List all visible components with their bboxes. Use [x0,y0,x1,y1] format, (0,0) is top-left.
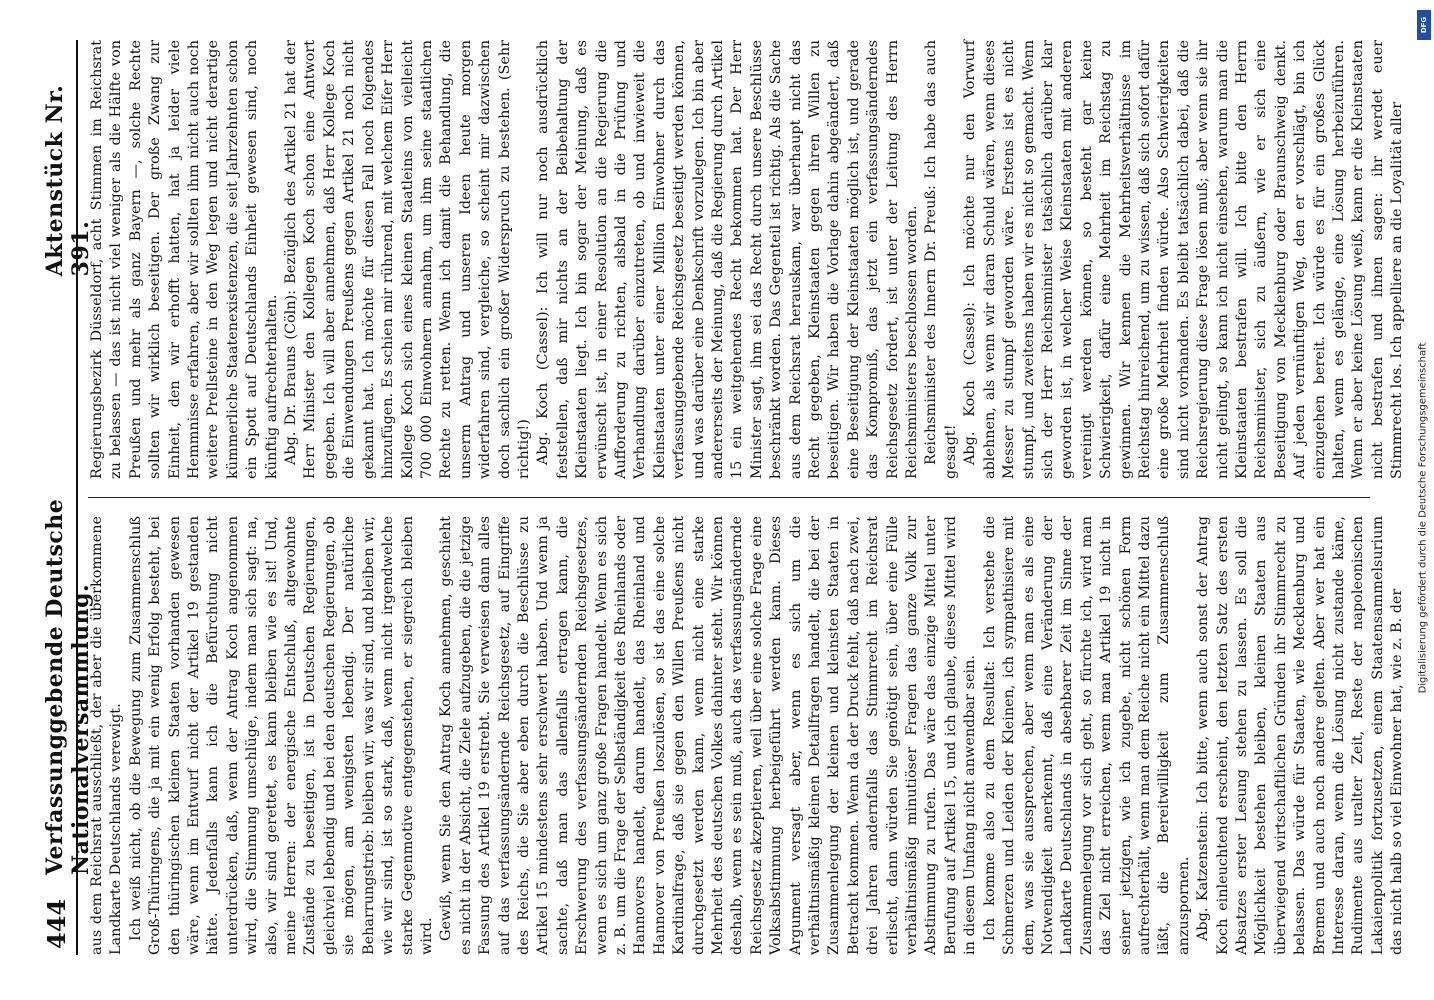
paragraph: Gewiß, wenn Sie den Antrag Koch annehmen, geschieht es nicht in der Absicht, die Ziele aufzugeben, die die jetzige Fassung des Artikel 19 erstrebt. Sie verweisen dann alles auf das verfassungsändernde Reichsgesetz, auf Eingriffe des Reichs, die Sie aber eben durch die Beschlüsse zu Artikel 15 mindestens sehr erschwert haben. Und wenn ja sachte, daß man das allenfalls ertragen kann, die Erschwerung des verfassungsändernden Reichsgesetzes, wenn es sich um ganz große Fragen handelt. Wenn es sich z. B. um die Frage der Selbständigkeit des Rheinlands oder Hannovers handelt, darum handelt, das Rheinland und Hannover von Preußen loszulösen, so ist das eine solche Kardinalfrage, daß sie gegen den Willen Preußens nicht durchgesetzt werden kann, wenn nicht eine starke Mehrheit des deutschen Volkes dahinter steht. Wir können deshalb, wenn es sein muß, auch das verfassungsändernde Reichsgesetz akzeptieren, weil über eine solche Frage eine Volksabstimmung herbeigeführt werden kann. Dieses Argument versagt aber, wenn es sich um die verhältnismäßig kleinen Detailfragen handelt, die bei der Zusammenlegung der kleinen und kleinsten Staaten in Betracht kommen. Wenn da der Druck fehlt, daß nach zwei, drei Jahren andernfalls das Stimmrecht im Reichsrat erlischt, dann würden Sie genötigt sein, über eine Fülle verhältnismäßig minutiöser Fragen das ganze Volk zur Abstimmung zu rufen. Das wäre das einzige Mittel unter Berufung auf Artikel 15, und ich glaube, dieses Mittel wird in diesem Umfang nicht anwendbar sein. [438,516,979,955]
column-divider [88,497,1370,498]
dfg-logo-text: DFG [1420,16,1428,34]
paragraph: Reichsminister des Innern Dr. Preuß: Ich habe das auch gesagt! [923,40,959,479]
paragraph: Ich komme also zu dem Resultat: Ich verstehe die Schmerzen und Leiden der Kleinen, ich sympathisiere mit dem, was sie aussprechen, aber wenn man es als eine Notwendigkeit anerkennt, daß eine Veränderung der Landkarte Deutschlands in absehbarer Zeit im Sinne der Zusammenlegung vor sich geht, so fürchte ich, wird man das Ziel nicht erreichen, wenn man Artikel 19 nicht in seiner jetzigen, wie ich zugebe, nicht schönen Form aufrechterhält, wenn man dem Reiche nicht ein Mittel dazu läßt, die Bereitwilligkeit zum Zusammenschluß anzuspornen. [981,516,1192,955]
running-title [42,50,94,875]
paragraph: Ich weiß nicht, ob die Bewegung zum Zusammenschluß Groß-Thüringens, die ja mit ein wenig Erfolg besteht, bei den thüringischen kleinen Staaten vorhanden gewesen wäre, wenn im Entwurf nicht der Artikel 19 gestanden hätte. Jedenfalls kann ich die Befürchtung nicht unterdrücken, daß, wenn der Antrag Koch angenommen wird, die Stimmung umschlüge, indem man sich sagt: na, also, wir sind gerettet, es kann bleiben wie es ist! Und, meine Herren: der energische Entschluß, altgewohnte Zustände zu beseitigen, ist in Deutschen Regierungen, gleichviel lebendig und bei den deutschen Regierungen, ob sie mögen, am wenigsten lebendig. Der natürliche Beharrungstrieb: bleiben wir, was wir sind, und bleiben wir, wie wir sind, ist so stark, daß, wenn nicht irgendwelche starke Gegenmotive entgegenstehen, er siegreich bleiben wird. [127,516,435,955]
dfg-logo [1417,10,1431,40]
paragraph: aus dem Reichsrat ausschließt, der aber die überkommene Landkarte Deutschlands verewigt. [89,516,125,955]
page-header [40,40,94,955]
paragraph: Regierungsbezirk Düsseldorf, acht Stimmen im Reichsrat zu belassen — das ist nicht viel weniger als die Hälfte von Preußen und mehr als ganz Bayern —, solche Rechte sollten wir wirklich beseitigen. Der große Zwang zur Einheit, den wir erhofft hatten, hat ja leider viele Hemmnisse erfahren, aber wir sollten ihm nicht auch noch weitere Prellsteine in den Weg legen und nicht derartige kümmerliche Staatenexistenzen, die seit Jahrzehnten schon ein Spott auf Deutschlands Einheit gewesen sind, noch künftig aufrechterhalten. [89,40,280,479]
paragraph: Abg. Koch (Cassel): Ich möchte nur den Vorwurf ablehnen, als wenn wir daran Schuld wären, wenn dieses Messer zu stumpf geworden wäre. Erstens ist es nicht stumpf, und zweitens haben wir es nicht so gemacht. Wenn sich der Herr Reichsminister tatsächlich darüber klar geworden ist, in welcher Weise Kleinstaaten mit anderen vereinigt werden können, so besteht gar keine Schwierigkeit, dafür eine Mehrheit im Reichstag zu gewinnen. Wir kennen die Mehrheitsverhältnisse im Reichstag hinreichend, um zu wissen, daß sich sofort dafür eine große Mehrheit finden würde. Also Schwierigkeiten sind nicht vorhanden. Es bleibt tatsächlich dabei, daß die Reichsregierung diese Frage lösen muß; aber wenn sie ihr nicht gelingt, so kann ich nicht einsehen, warum man die Kleinstaaten bestrafen will. Ich bitte den Herrn Reichsminister, sich zu äußern, wie er sich eine Beseitigung von Mecklenburg oder Braunschweig denkt. Auf jeden vernünftigen Weg, den er vorschlägt, bin ich einzugehen bereit. Ich würde es für ein großes Glück halten, wenn es gelänge, eine Lösung herbeizuführen. Wenn er aber keine Lösung weiß, kann er die Kleinstaaten nicht bestrafen und ihnen sagen: ihr werdet euer Stimmrecht los. Ich appelliere an die Loyalität aller [962,40,1406,479]
running-title-left: Verfassunggebende Deutsche Nationalversammlung. [42,498,94,875]
paragraph: Abg. Dr. Brauns (Cöln): Bezüglich des Artikel 21 hat der Herr Minister den Kollegen Koch schon eine Antwort gegeben. Ich will aber annehmen, daß Herr Kollege Koch die Einwendungen Preußens gegen Artikel 21 noch nicht gekannt hat. Ich möchte für diesen Fall noch folgendes hinzufügen. Es schien mir rührend, mit welchem Eifer Herr Kollege Koch sich eines kleinen Staatleins von vielleicht 700 000 Einwohnern annahm, um ihm seine staatlichen Rechte zu retten. Wenn ich damit die Behandlung, die unserm Antrag und unseren Ideen heute morgen widerfahren sind, vergleiche, so scheint mir dazwischen doch sachlich ein großer Widerspruch zu bestehen. (Sehr richtig!) [283,40,532,479]
column-left [88,516,1406,955]
paragraph: Abg. Koch (Cassel): Ich will nur noch ausdrücklich feststellen, daß mir nichts an der Beibehaltung der Kleinstaaten liegt. Ich bin sogar der Meinung, daß es erwünscht ist, in einer Resolution an die Regierung die Aufforderung zu richten, alsbald in die Prüfung und Verhandlung darüber einzutreten, ob und inwieweit die Kleinstaaten unter einer Million Einwohner durch das verfassunggebende Reichsgesetz beseitigt werden können, und was darüber eine Denkschrift vorzulegen. Ich bin aber andererseits der Meinung, daß die Regierung durch Artikel 15 ein weitgehendes Recht bekommen hat. Der Herr Minister sagt, ihm sei das Recht durch unsere Beschlüsse beschränkt worden. Das Gegenteil ist richtig. Als die Sache aus dem Reichsrat herauskam, war überhaupt nicht das Recht gegeben, Kleinstaaten gegen ihren Willen zu beseitigen. Wir haben die Vorlage dahin abgeändert, daß eine Beseitigung der Kleinstaaten möglich ist, und gerade das Kompromiß, das jetzt ein verfassungsänderndes Reichsgesetz fordert, ist unter der Leitung des Herrn Reichsministers beschlossen worden. [535,40,921,479]
page-number: 444 [42,898,71,949]
column-right [88,40,1406,479]
digitization-note-text: Digitalisierung gefördert durch die Deutsche Forschungsgemeinschaft [1417,342,1429,694]
document-page [40,40,1406,955]
text-columns [88,40,1406,955]
paragraph: Abg. Katzenstein: Ich bitte, wenn auch sonst der Antrag Koch einleuchtend erscheint, den letzten Satz des ersten Absatzes erster Lesung stehen zu lassen. Es soll die Möglichkeit bestehen bleiben, kleinen Staaten aus überwiegend wirtschaftlichen Gründen ihr Stimmrecht zu belassen. Das würde für Staaten, wie Mecklenburg und Bremen und auch noch andere gelten. Aber wer hat ein Interesse daran, wenn die Lösung nicht zustande käme, Rudimente aus uralter Zeit, Reste der napoleonischen Lakaienpolitik fortzusetzen, einem Staatensammelsurium das nicht halb so viel Einwohner hat, wie z. B. der [1195,516,1406,955]
digitization-note [1414,48,1432,988]
running-title-right: Aktenstück Nr. 391. [42,84,94,277]
